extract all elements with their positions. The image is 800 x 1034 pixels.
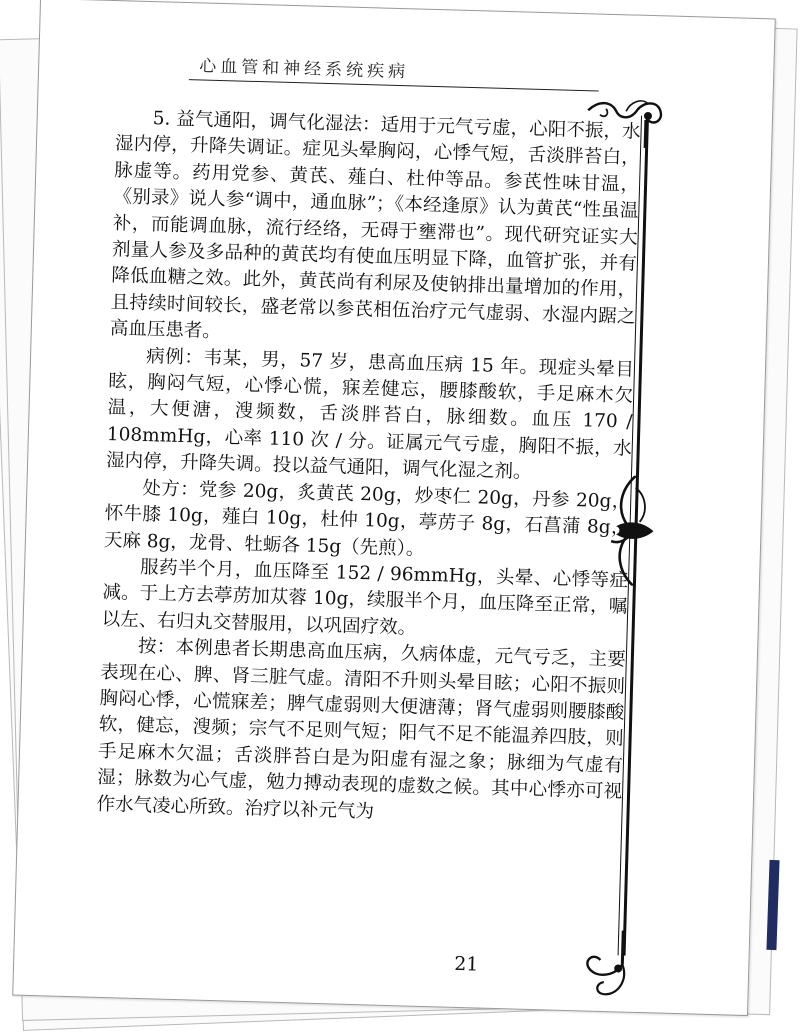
flourish-ornament-bottom-icon [573, 929, 645, 1001]
book-page [12, 0, 776, 1016]
paragraph-case: 病例：韦某，男，57 岁，患高血压病 15 年。现症头晕目眩，胸闷气短，心悸心慌，寐差健忘，腰膝酸软，手足麻木欠温，大便溏，溲频数，舌淡胖苔白，脉细数。血压 170 / 108mmHg，心率 110 次 / 分。证属元气亏虚，胸阳不振，水湿内停，升降失调。投以益气通阳，调气化湿之剂。 [105, 345, 635, 484]
paragraph-commentary: 按：本例患者长期患高血压病，久病体虚，元气亏乏，主要表现在心、脾、肾三脏气虚。清阳不升则头晕目眩；心阳不振则胸闷心悸，心慌寐差；脾气虚弱则大便溏薄；肾气虚弱则腰膝酸软，健忘，溲频；宗气不足则气短；阳气不足不能温养四肢，则手足麻木欠温；舌淡胖苔白是为阳虚有湿之象；脉细为气虚有湿；脉数为心气虚，勉力搏动表现的虚数之候。其中心悸亦可视作水气凌心所致。治疗以补元气为 [96, 636, 627, 823]
paragraph-outcome: 服药半个月，血压降至 152 / 96mmHg，头晕、心悸等症减。于上方去葶苈加苁蓉 10g，续服半个月，血压降至正常，嘱以左、右归丸交替服用，以巩固疗效。 [101, 556, 629, 639]
running-header: 心血管和神经系统疾病 [198, 56, 410, 83]
book-edge-accent [766, 860, 779, 950]
body-text [96, 105, 641, 832]
paragraph-prescription: 处方：党参 20g，炙黄芪 20g，炒枣仁 20g，丹参 20g，怀牛膝 10g，薤白 10g，杜仲 10g，葶苈子 8g，石菖蒲 8g，天麻 8g，龙骨、牡蛎各 15g（先煎）。 [103, 477, 631, 560]
page-number: 21 [453, 952, 479, 976]
paragraph-method: 5. 益气通阳，调气化湿法：适用于元气亏虚，心阳不振，水湿内停，升降失调证。症见头晕胸闷，心悸气短，舌淡胖苔白，脉虚等。药用党参、黄芪、薤白、杜仲等品。参芪性味甘温，《别录》说人参“调中，通血脉”；《本经逢原》认为黄芪“性虽温补，而能调血脉，流行经络，无碍于壅滞也”。现代研究证实大剂量人参及多品种的黄芪均有使血压明显下降，血管扩张，并有降低血糖之效。此外，黄芪尚有利尿及使钠排出量增加的作用，且持续时间较长，盛老常以参芪相伍治疗元气虚弱、水湿内踞之高血压患者。 [109, 108, 641, 343]
